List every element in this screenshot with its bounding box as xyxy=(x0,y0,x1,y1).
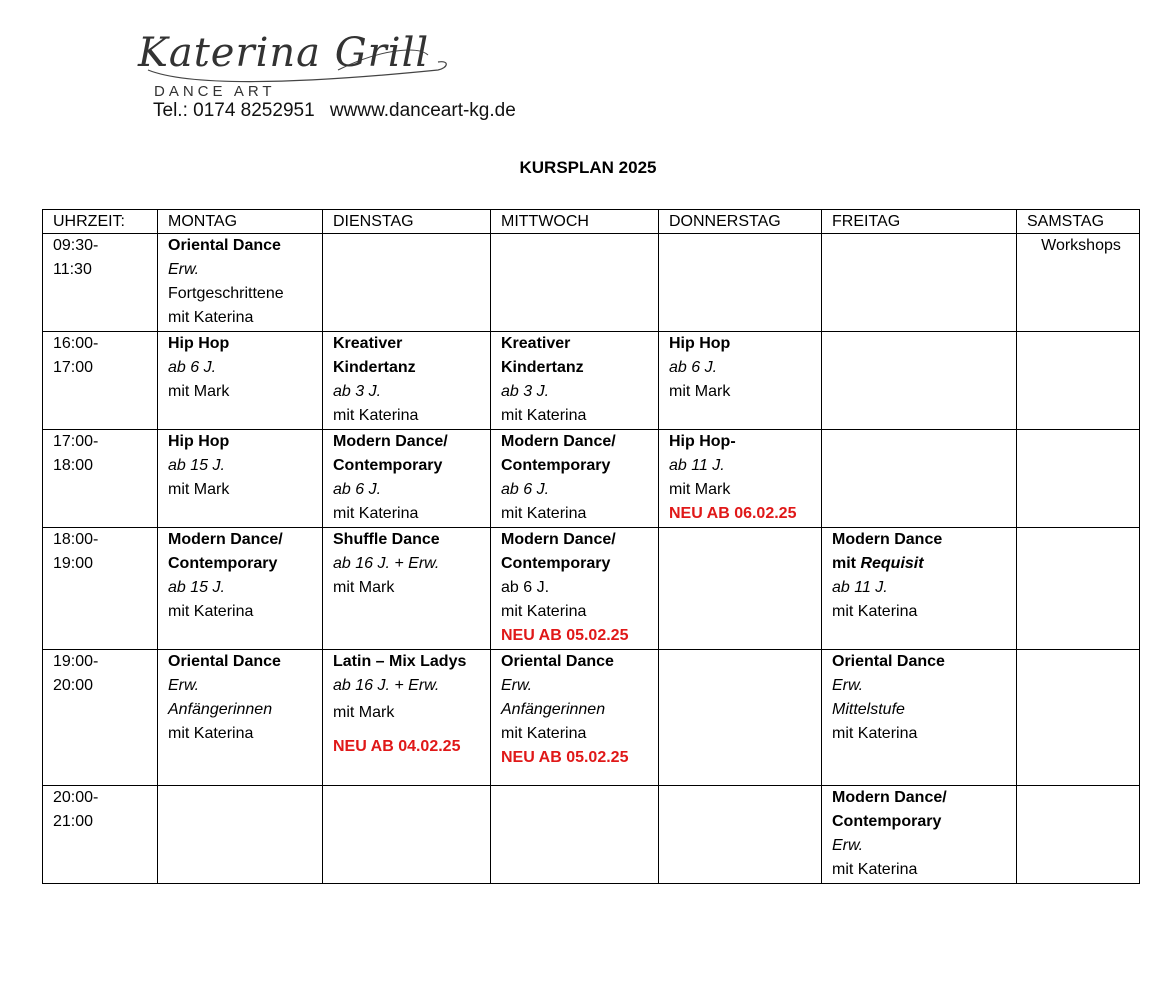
course-teacher: mit Katerina xyxy=(168,603,254,620)
table-row xyxy=(43,528,1140,650)
course-name: Modern Dance/ xyxy=(333,433,448,450)
column-header-friday: FREITAG xyxy=(822,210,1017,234)
table-row xyxy=(43,430,1140,528)
time-cell: 09:30- 11:30 xyxy=(43,234,158,332)
course-teacher: mit Katerina xyxy=(832,861,918,878)
course-cell xyxy=(491,332,659,430)
course-age: ab 6 J. xyxy=(669,359,718,376)
course-cell xyxy=(822,786,1017,884)
course-teacher: mit Mark xyxy=(669,383,731,400)
phone-number: Tel.: 0174 8252951 xyxy=(153,100,315,121)
course-name: Oriental Dance xyxy=(832,653,945,670)
course-name: Kindertanz xyxy=(501,359,584,376)
logo-script-text: Katerina Grill xyxy=(138,30,430,76)
course-cell xyxy=(323,430,491,528)
course-name: Shuffle Dance xyxy=(333,531,440,548)
course-cell xyxy=(491,650,659,786)
course-age: ab 11 J. xyxy=(669,457,725,474)
course-cell xyxy=(158,430,323,528)
course-name: Hip Hop xyxy=(168,433,230,450)
empty-cell xyxy=(323,234,491,332)
time-cell: 18:00- 19:00 xyxy=(43,528,158,650)
course-age: ab 3 J. xyxy=(501,383,550,400)
column-header-tuesday: DIENSTAG xyxy=(323,210,491,234)
website-link[interactable]: wwww.danceart-kg.de xyxy=(329,100,516,121)
course-age: ab 6 J. xyxy=(501,579,550,596)
contact-line xyxy=(153,100,516,122)
course-teacher: mit Mark xyxy=(333,579,395,596)
course-age: ab 3 J. xyxy=(333,383,382,400)
empty-cell xyxy=(659,528,822,650)
course-cell xyxy=(659,332,822,430)
table-row xyxy=(43,234,1140,332)
empty-cell xyxy=(822,234,1017,332)
time-cell: 17:00- 18:00 xyxy=(43,430,158,528)
course-teacher: mit Katerina xyxy=(501,505,587,522)
course-name: Modern Dance/ xyxy=(832,789,947,806)
column-header-saturday: SAMSTAG xyxy=(1017,210,1140,234)
course-age: ab 16 J. + Erw. xyxy=(333,677,440,694)
course-schedule-table xyxy=(42,209,1140,884)
course-age: Erw. xyxy=(501,677,533,694)
new-start-badge: NEU AB 04.02.25 xyxy=(333,738,461,755)
logo-subtitle: DANCE ART xyxy=(154,83,276,100)
course-age: ab 15 J. xyxy=(168,457,225,474)
empty-cell xyxy=(1017,332,1140,430)
course-teacher: mit Katerina xyxy=(832,603,918,620)
course-cell xyxy=(158,234,323,332)
course-name: Kreativer xyxy=(501,335,571,352)
empty-cell xyxy=(822,332,1017,430)
new-start-badge: NEU AB 06.02.25 xyxy=(669,505,797,522)
course-level: Anfängerinnen xyxy=(168,701,273,718)
header-row xyxy=(43,210,1140,234)
empty-cell xyxy=(491,786,659,884)
course-name: Oriental Dance xyxy=(168,237,281,254)
column-header-wednesday: MITTWOCH xyxy=(491,210,659,234)
course-cell xyxy=(491,430,659,528)
course-teacher: mit Mark xyxy=(669,481,731,498)
course-age: Erw. xyxy=(168,677,200,694)
course-cell xyxy=(491,528,659,650)
course-age: Erw. xyxy=(832,677,864,694)
course-age: Erw. xyxy=(168,261,200,278)
new-start-badge: NEU AB 05.02.25 xyxy=(501,749,629,766)
course-cell xyxy=(158,650,323,786)
course-cell xyxy=(158,528,323,650)
course-age: ab 16 J. + Erw. xyxy=(333,555,440,572)
column-header-time: UHRZEIT: xyxy=(43,210,158,234)
course-name: Contemporary xyxy=(501,555,611,572)
course-age: ab 15 J. xyxy=(168,579,225,596)
course-name: Oriental Dance xyxy=(168,653,281,670)
course-age: ab 6 J. xyxy=(333,481,382,498)
course-cell xyxy=(323,332,491,430)
empty-cell xyxy=(659,786,822,884)
course-teacher: mit Mark xyxy=(168,481,230,498)
course-name: Modern Dance xyxy=(832,531,943,548)
course-teacher: mit Katerina xyxy=(501,603,587,620)
workshops-label: Workshops xyxy=(1041,237,1121,254)
empty-cell xyxy=(158,786,323,884)
course-cell xyxy=(822,650,1017,786)
course-name: Contemporary xyxy=(168,555,278,572)
table-row xyxy=(43,650,1140,786)
empty-cell xyxy=(1017,528,1140,650)
page-title: KURSPLAN 2025 xyxy=(519,158,657,177)
time-cell: 20:00- 21:00 xyxy=(43,786,158,884)
course-name: Hip Hop xyxy=(669,335,731,352)
course-cell xyxy=(659,430,822,528)
course-name: Latin – Mix Ladys xyxy=(333,653,467,670)
course-teacher: mit Katerina xyxy=(333,407,419,424)
empty-cell xyxy=(822,430,1017,528)
column-header-thursday: DONNERSTAG xyxy=(659,210,822,234)
course-cell xyxy=(1017,234,1140,332)
course-name: Hip Hop- xyxy=(669,433,736,450)
course-name: Modern Dance/ xyxy=(501,433,616,450)
logo xyxy=(138,30,458,100)
empty-cell xyxy=(659,650,822,786)
empty-cell xyxy=(1017,430,1140,528)
empty-cell xyxy=(491,234,659,332)
course-teacher: mit Katerina xyxy=(832,725,918,742)
new-start-badge: NEU AB 05.02.25 xyxy=(501,627,629,644)
empty-cell xyxy=(1017,786,1140,884)
course-age: ab 6 J. xyxy=(501,481,550,498)
course-teacher: mit Katerina xyxy=(168,725,254,742)
course-name: Modern Dance/ xyxy=(168,531,283,548)
empty-cell xyxy=(1017,650,1140,786)
course-name: Hip Hop xyxy=(168,335,230,352)
course-name: Modern Dance/ xyxy=(501,531,616,548)
course-age: Erw. xyxy=(832,837,864,854)
course-level: Anfängerinnen xyxy=(501,701,606,718)
course-level: Mittelstufe xyxy=(832,701,905,718)
course-name: Kindertanz xyxy=(333,359,416,376)
column-header-monday: MONTAG xyxy=(158,210,323,234)
course-name: Oriental Dance xyxy=(501,653,614,670)
course-age: ab 11 J. xyxy=(832,579,888,596)
course-cell xyxy=(323,650,491,786)
course-cell xyxy=(822,528,1017,650)
course-level: Fortgeschrittene xyxy=(168,285,284,302)
course-teacher: mit Katerina xyxy=(501,407,587,424)
course-teacher: mit Katerina xyxy=(501,725,587,742)
table-row xyxy=(43,332,1140,430)
course-name: Contemporary xyxy=(832,813,942,830)
empty-cell xyxy=(323,786,491,884)
table-row xyxy=(43,786,1140,884)
course-name: Kreativer xyxy=(333,335,403,352)
course-name: Contemporary xyxy=(333,457,443,474)
empty-cell xyxy=(659,234,822,332)
course-name: Contemporary xyxy=(501,457,611,474)
course-teacher: mit Katerina xyxy=(333,505,419,522)
course-teacher: mit Mark xyxy=(168,383,230,400)
course-age: ab 6 J. xyxy=(168,359,217,376)
course-teacher: mit Katerina xyxy=(168,309,254,326)
course-name: mit Requisit xyxy=(832,555,924,572)
course-cell xyxy=(158,332,323,430)
time-cell: 16:00- 17:00 xyxy=(43,332,158,430)
course-teacher: mit Mark xyxy=(333,704,395,721)
course-cell xyxy=(323,528,491,650)
time-cell: 19:00- 20:00 xyxy=(43,650,158,786)
